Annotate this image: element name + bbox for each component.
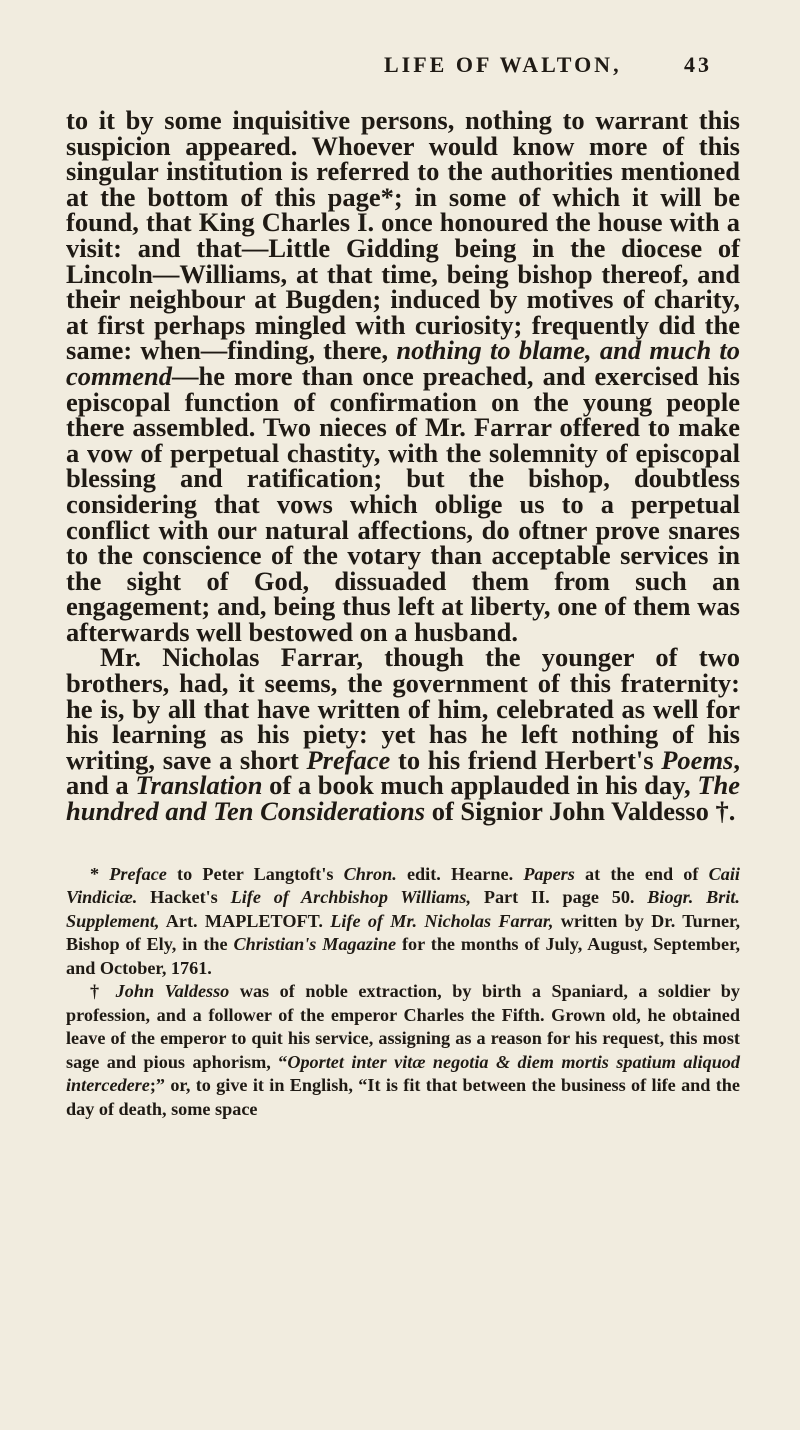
footnotes [66, 863, 740, 1122]
italic-run: nothing to blame, and much to commend [66, 335, 740, 391]
paragraph-2 [66, 642, 740, 827]
text-run: Part II. page 50. [471, 887, 648, 908]
text-run: Hacket's [137, 887, 231, 908]
footnote-2 [66, 980, 740, 1121]
text-run: at the end of [574, 863, 709, 884]
text-run: of Signior John Valdesso †. [425, 796, 736, 827]
italic-run: Biogr. Brit. Supplement, [66, 887, 740, 931]
text-run: Art. MAPLETOFT. [159, 910, 331, 931]
text-run: —he more than once preached, and exercised his episcopal function of confirmation on the young people there assembled. Two nieces of Mr. Farrar offered to make a vow of perpetual chastity, with the solemnity of episcopal blessing and ratification; but the bishop, doubtless considering that vows which oblige us to a perpetual conflict with our natural affections, do oftner prove snares to the conscience of the votary than acceptable services in the sight of God, dissuaded them from such an engagement; and, being thus left at liberty, one of them was afterwards well bestowed on a husband. [66, 360, 740, 647]
italic-run: Poems [661, 744, 734, 775]
italic-run: Chron. [343, 863, 397, 884]
running-header [66, 52, 740, 86]
text-run: ;” or, to give it in English, “It is fit that between the business of life and the day of death, some space [66, 1075, 740, 1119]
italic-run: Christian's Magazine [233, 934, 397, 955]
italic-run: Translation [135, 770, 263, 801]
italic-run: Caii Vindiciæ. [66, 863, 740, 908]
italic-run: Life of Mr. Nicholas Farrar, [330, 910, 554, 931]
text-run: to his friend Herbert's [390, 744, 662, 775]
italic-run: Papers [523, 863, 575, 884]
italic-run: Oportet inter vitæ negotia & diem mortis spatium aliquod intercedere [66, 1051, 740, 1096]
text-run: Mr. Nicholas Farrar, though the younger of two brothers, had, it seems, the government of this fraternity: he is, by all that have written of him, celebrated as well for his learning as his piety: yet has he left nothing of his writing, save a short [66, 642, 740, 775]
italic-run: The hundred and Ten Considerations [66, 770, 740, 827]
text-run: of a book much applauded in his day, [262, 770, 698, 801]
text-run: to Peter Langtoft's [166, 863, 344, 884]
running-title: LIFE OF WALTON, [384, 52, 622, 77]
italic-run: Life of Archbishop Williams, [230, 887, 472, 908]
text-run: written by Dr. Turner, Bishop of Ely, in the [66, 910, 740, 955]
italic-run: Preface [306, 744, 391, 775]
text-run: was of noble extraction, by birth a Spaniard, a soldier by profession, and a follower of the emperor Charles the Fifth. Grown old, he obtained leave of the emperor to quit his service, assigning as a reason for his request, this most sage and pious aphorism, “ [66, 981, 741, 1072]
text-run: for the months of July, August, September, and October, 1761. [66, 934, 741, 978]
text-run: † [90, 981, 116, 1002]
italic-run: Preface [109, 863, 167, 884]
footnote-1 [66, 863, 740, 981]
page-number: 43 [684, 52, 712, 77]
text-run: * [90, 863, 110, 884]
text-run: , and a [66, 744, 740, 801]
main-text [66, 105, 740, 827]
text-run: edit. Hearne. [396, 863, 524, 884]
paragraph-1 [66, 105, 740, 647]
text-run: to it by some inquisitive persons, nothing to warrant this suspicion appeared. Whoever would know more of this singular institution is referred to the authorities mentioned at the bottom of this page*; in some of which it will be found, that King Charles I. once honoured the house with a visit: and that—Little Gidding being in the diocese of Lincoln—Williams, at that time, being bishop thereof, and their neighbour at Bugden; induced by motives of charity, at first perhaps mingled with curiosity; frequently did the same: when—finding, there, [66, 105, 740, 366]
italic-run: John Valdesso [115, 981, 230, 1002]
